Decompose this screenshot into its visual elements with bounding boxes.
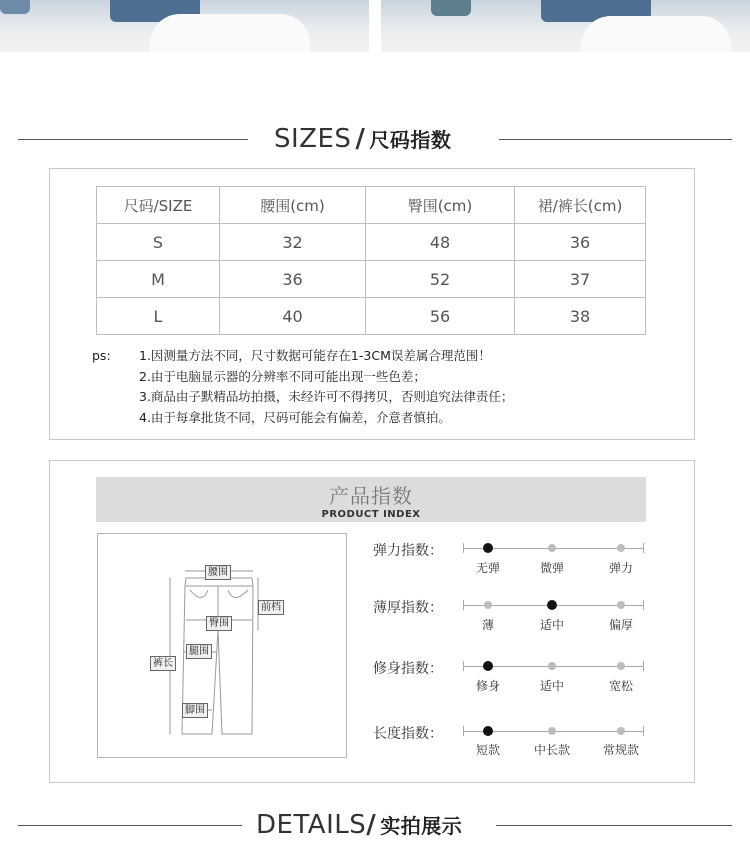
length-option-dot: [483, 726, 493, 736]
fit-index-label: 修身指数：: [373, 661, 443, 677]
measurement-diagram: [97, 533, 347, 758]
fit-option-label: 适中: [539, 679, 564, 693]
table-cell: 36: [220, 261, 366, 298]
sizes-title-cn: 尺码指数: [369, 128, 452, 152]
thickness-index-label: 薄厚指数：: [373, 600, 443, 616]
product-photo-left: [0, 0, 369, 52]
hip-tag: 臀围: [206, 616, 232, 631]
table-row: [97, 224, 646, 261]
fit-option-label: 宽松: [608, 679, 633, 693]
length-option-label: 中长款: [533, 743, 570, 757]
table-cell: M: [97, 261, 220, 298]
size-table: [96, 186, 646, 335]
divider-line: [496, 825, 732, 826]
length-option-dot: [548, 727, 556, 735]
details-section-title: DETAILS/ 实拍展示: [256, 810, 463, 840]
fit-option-dot: [483, 661, 493, 671]
divider-line: [499, 139, 732, 140]
product-index-title-en: PRODUCT INDEX: [321, 509, 421, 520]
thickness-option-label: 适中: [539, 618, 564, 632]
waist-tag: 腰围: [205, 565, 231, 580]
divider-line: [18, 825, 242, 826]
thickness-option-label: 薄: [481, 618, 494, 632]
details-title-cn: 实拍展示: [380, 814, 463, 838]
divider-line: [18, 139, 248, 140]
thickness-option-dot: [617, 601, 625, 609]
table-header-cell: 裙/裤长(cm): [515, 187, 646, 224]
fit-option-dot: [548, 662, 556, 670]
fit-option-dot: [617, 662, 625, 670]
table-cell: 38: [515, 298, 646, 335]
table-header-cell: 臀围(cm): [366, 187, 515, 224]
elasticity-option-label: 弹力: [608, 561, 633, 575]
elasticity-option-dot: [548, 544, 556, 552]
note-item: 1.因测量方法不同，尺寸数据可能存在1-3CM误差属合理范围！: [139, 348, 491, 363]
thigh-tag: 腿围: [186, 644, 212, 659]
product-index-header: [96, 477, 646, 522]
thickness-option-dot: [547, 600, 557, 610]
table-cell: 40: [220, 298, 366, 335]
table-row: [97, 298, 646, 335]
sizes-section-title: SIZES / 尺码指数: [274, 124, 452, 154]
details-title-en: DETAILS: [256, 810, 367, 840]
note-item: 4.由于每拿批货不同，尺码可能会有偏差，介意者慎拍。: [139, 409, 451, 425]
table-cell: 32: [220, 224, 366, 261]
hem-tag: 脚围: [182, 703, 208, 718]
thickness-option-label: 偏厚: [608, 618, 633, 632]
table-header-cell: 尺码/SIZE: [97, 187, 220, 224]
elasticity-option-label: 微弹: [539, 561, 564, 575]
elasticity-option-dot: [617, 544, 625, 552]
table-cell: 36: [515, 224, 646, 261]
length-index-label: 长度指数：: [373, 726, 443, 742]
sizes-title-en: SIZES: [274, 124, 352, 154]
table-header-row: [97, 187, 646, 224]
fit-option-label: 修身: [475, 679, 500, 693]
product-index-title-cn: 产品指数: [329, 484, 413, 508]
length-option-label: 常规款: [602, 743, 639, 757]
table-cell: 52: [366, 261, 515, 298]
notes-list: [139, 346, 513, 428]
product-photo-right: [381, 0, 750, 52]
table-row: [97, 261, 646, 298]
thickness-option-dot: [484, 601, 492, 609]
table-cell: 56: [366, 298, 515, 335]
elasticity-option-label: 无弹: [475, 561, 500, 575]
table-cell: 37: [515, 261, 646, 298]
notes-label: ps:: [92, 348, 111, 363]
table-cell: S: [97, 224, 220, 261]
front-rise-tag: 前档: [258, 600, 284, 615]
length-option-label: 短款: [475, 743, 500, 757]
table-cell: L: [97, 298, 220, 335]
elasticity-index-label: 弹力指数：: [373, 543, 443, 559]
length-tag: 裤长: [150, 656, 176, 671]
table-cell: 48: [366, 224, 515, 261]
length-option-dot: [617, 727, 625, 735]
note-item: 3.商品由子默精品坊拍摄，未经许可不得拷贝，否则追究法律责任；: [139, 389, 514, 404]
elasticity-option-dot: [483, 543, 493, 553]
table-header-cell: 腰围(cm): [220, 187, 366, 224]
note-item: 2.由于电脑显示器的分辨率不同可能出现一些色差；: [139, 368, 426, 384]
